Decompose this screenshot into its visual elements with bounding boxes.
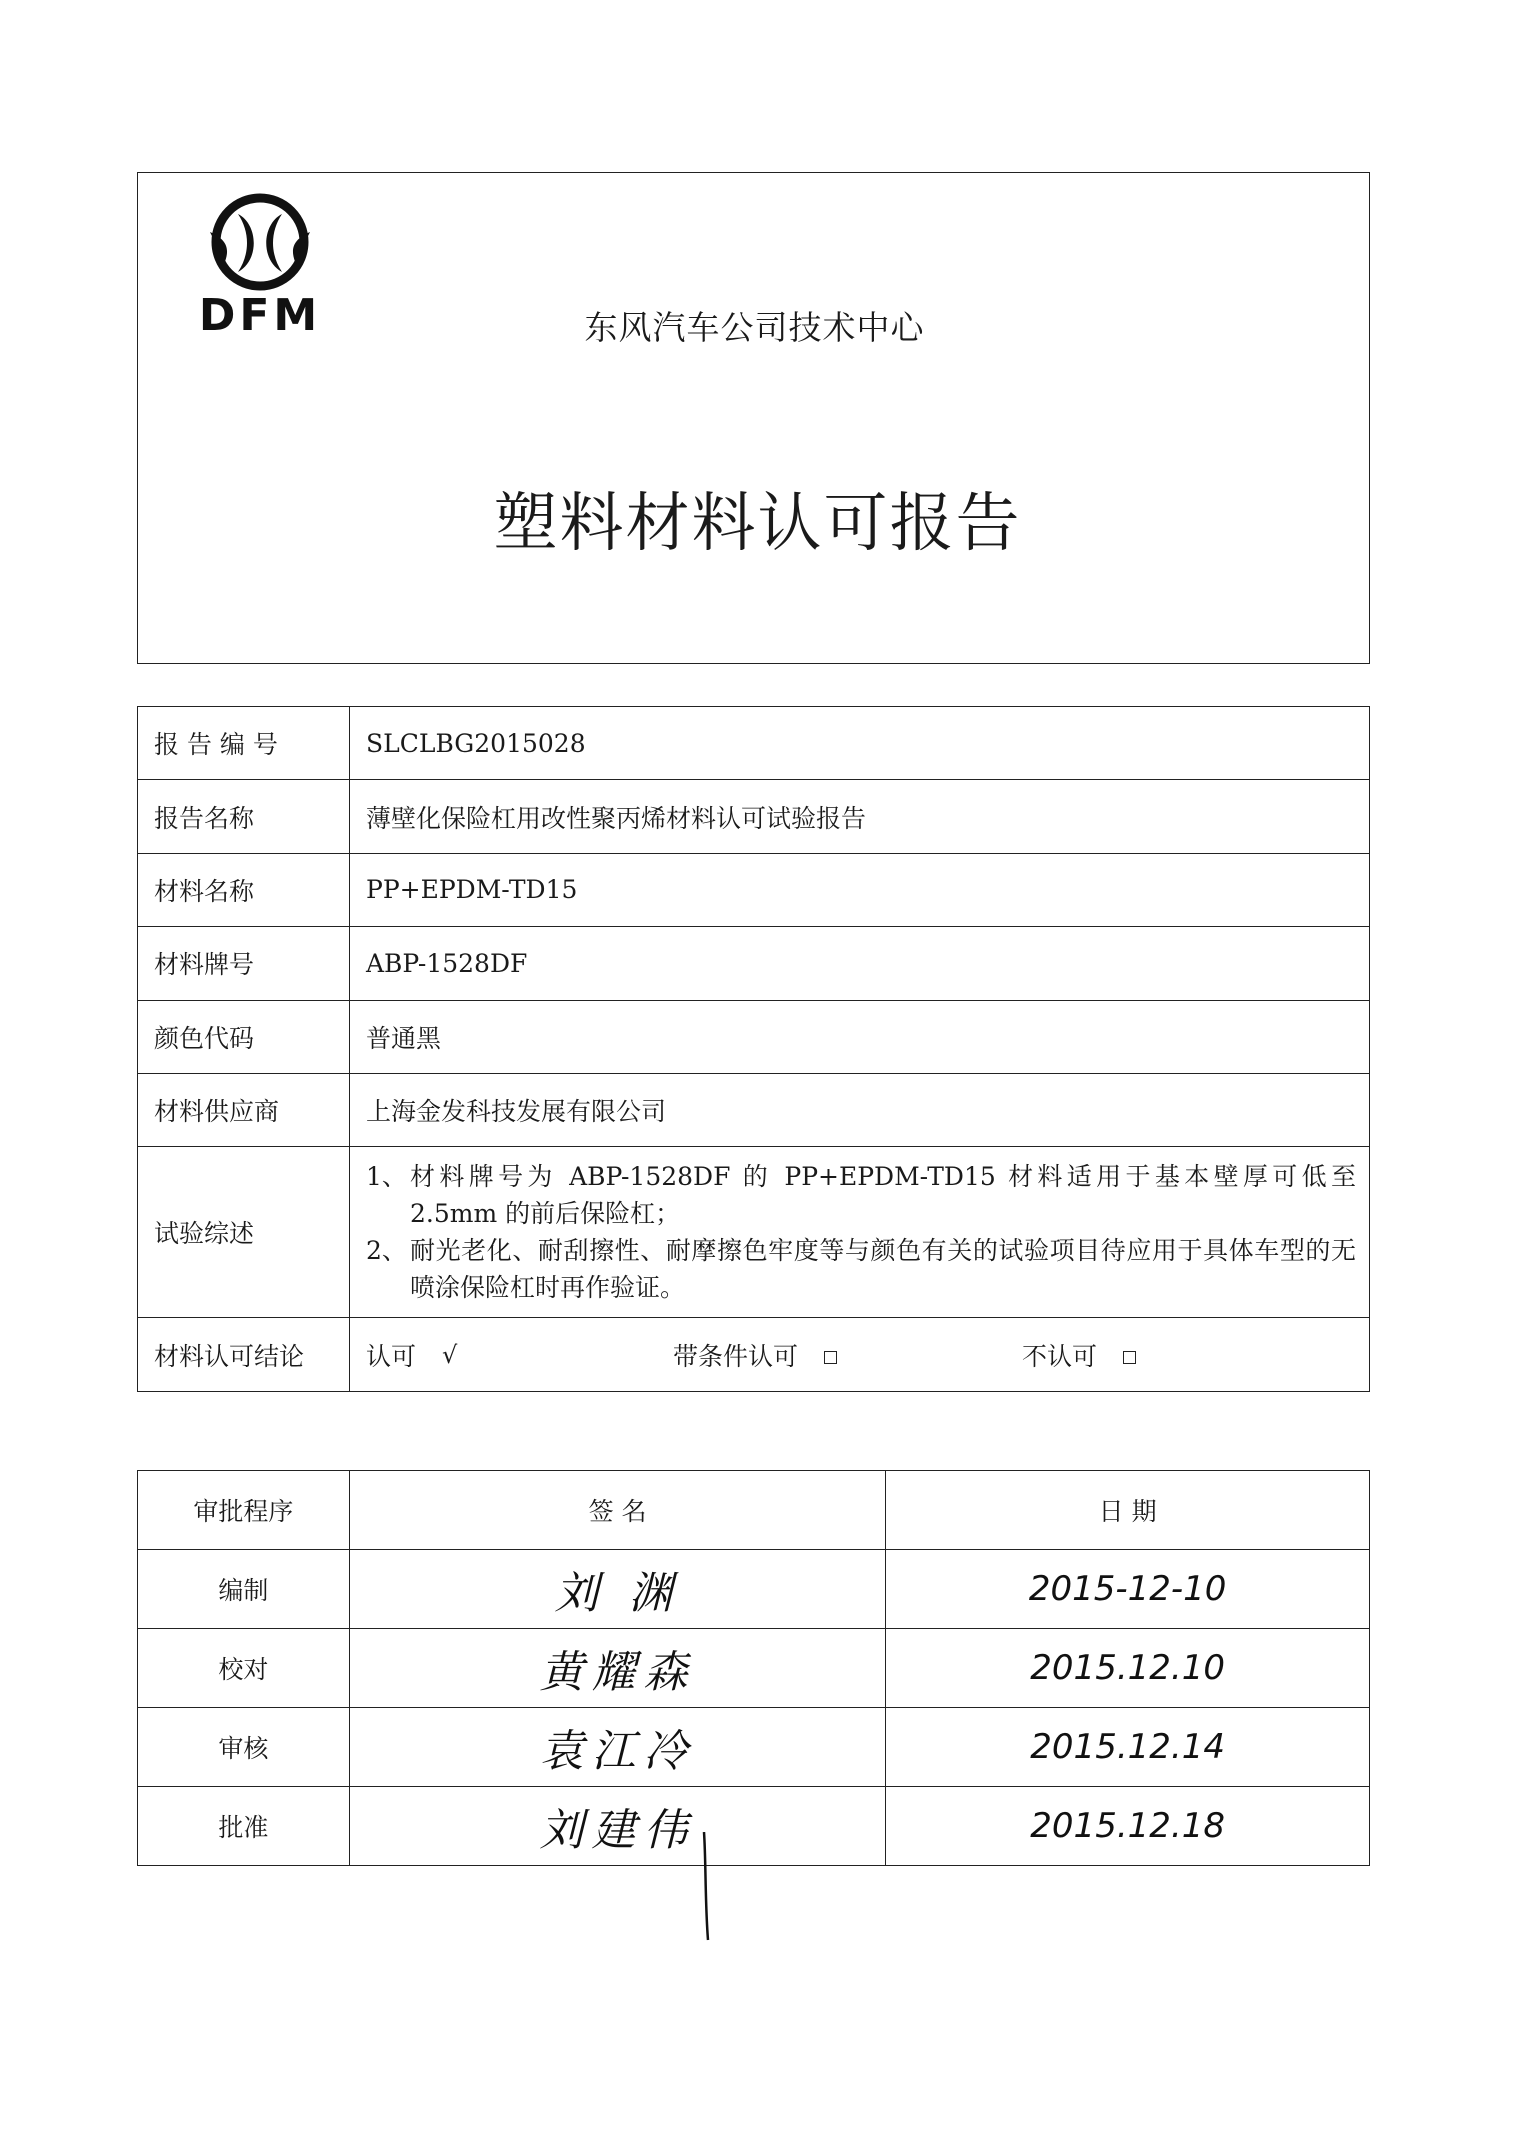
signature: 刘建伟 [349,1787,885,1866]
row-supplier [138,1073,1370,1146]
option-conditional: 带条件认可 [673,1337,1022,1373]
organization-name: 东风汽车公司技术中心 [584,308,925,347]
row-material-name [138,853,1370,926]
report-no-label: 报 告 编 号 [138,707,350,780]
summary-value [350,1147,1370,1318]
signed-date: 2015-12-10 [886,1550,1370,1629]
approval-table [137,1470,1370,1866]
summary-item: 2、 耐光老化、耐刮擦性、耐摩擦色牢度等与颜色有关的试验项目待应用于具体车型的无喷涂保险杠时再作验证。 [366,1236,1356,1303]
approval-row [138,1550,1370,1629]
conclusion-value [350,1318,1370,1391]
supplier-value: 上海金发科技发展有限公司 [350,1073,1370,1146]
step-label: 编制 [138,1550,350,1629]
info-table [137,706,1370,1392]
summary-item: 1、 材料牌号为 ABP-1528DF 的 PP+EPDM-TD15 材料适用于基本壁厚可低至 2.5mm 的前后保险杠； [366,1162,1356,1229]
signature-stroke [700,1832,712,1942]
signature: 袁江冷 [349,1708,885,1787]
header-date: 日 期 [886,1471,1370,1550]
approval-row [138,1629,1370,1708]
material-grade-label: 材料牌号 [138,927,350,1000]
row-material-grade [138,927,1370,1000]
report-name-label: 报告名称 [138,780,350,853]
step-label: 审核 [138,1708,350,1787]
summary-label: 试验综述 [138,1147,350,1318]
check-mark-icon: √ [442,1340,458,1369]
report-title: 塑料材料认可报告 [493,487,1022,561]
logo-text: DFM [198,290,322,341]
approval-row [138,1787,1370,1866]
step-label: 校对 [138,1629,350,1708]
option-approved: 认可 √ [366,1340,458,1371]
step-label: 批准 [138,1787,350,1866]
approval-row [138,1708,1370,1787]
option-rejected: 不认可 [1022,1337,1136,1373]
approval-header-row [138,1471,1370,1550]
material-name-value: PP+EPDM-TD15 [350,853,1370,926]
signature: 黄耀森 [349,1629,885,1708]
report-no-value: SLCLBG2015028 [350,707,1370,780]
row-conclusion [138,1318,1370,1391]
header-procedure: 审批程序 [138,1471,350,1550]
empty-checkbox-icon [824,1351,837,1364]
color-code-value: 普通黑 [350,1000,1370,1073]
empty-checkbox-icon [1123,1351,1136,1364]
signed-date: 2015.12.18 [886,1787,1370,1866]
color-code-label: 颜色代码 [138,1000,350,1073]
row-report-no [138,707,1370,780]
row-report-name [138,780,1370,853]
signed-date: 2015.12.14 [886,1708,1370,1787]
row-summary [138,1147,1370,1318]
material-name-label: 材料名称 [138,853,350,926]
conclusion-label: 材料认可结论 [138,1318,350,1391]
header-signature: 签 名 [349,1471,885,1550]
signed-date: 2015.12.10 [886,1629,1370,1708]
row-color-code [138,1000,1370,1073]
signature: 刘 渊 [349,1550,885,1629]
supplier-label: 材料供应商 [138,1073,350,1146]
report-name-value: 薄壁化保险杠用改性聚丙烯材料认可试验报告 [350,780,1370,853]
material-grade-value: ABP-1528DF [350,927,1370,1000]
